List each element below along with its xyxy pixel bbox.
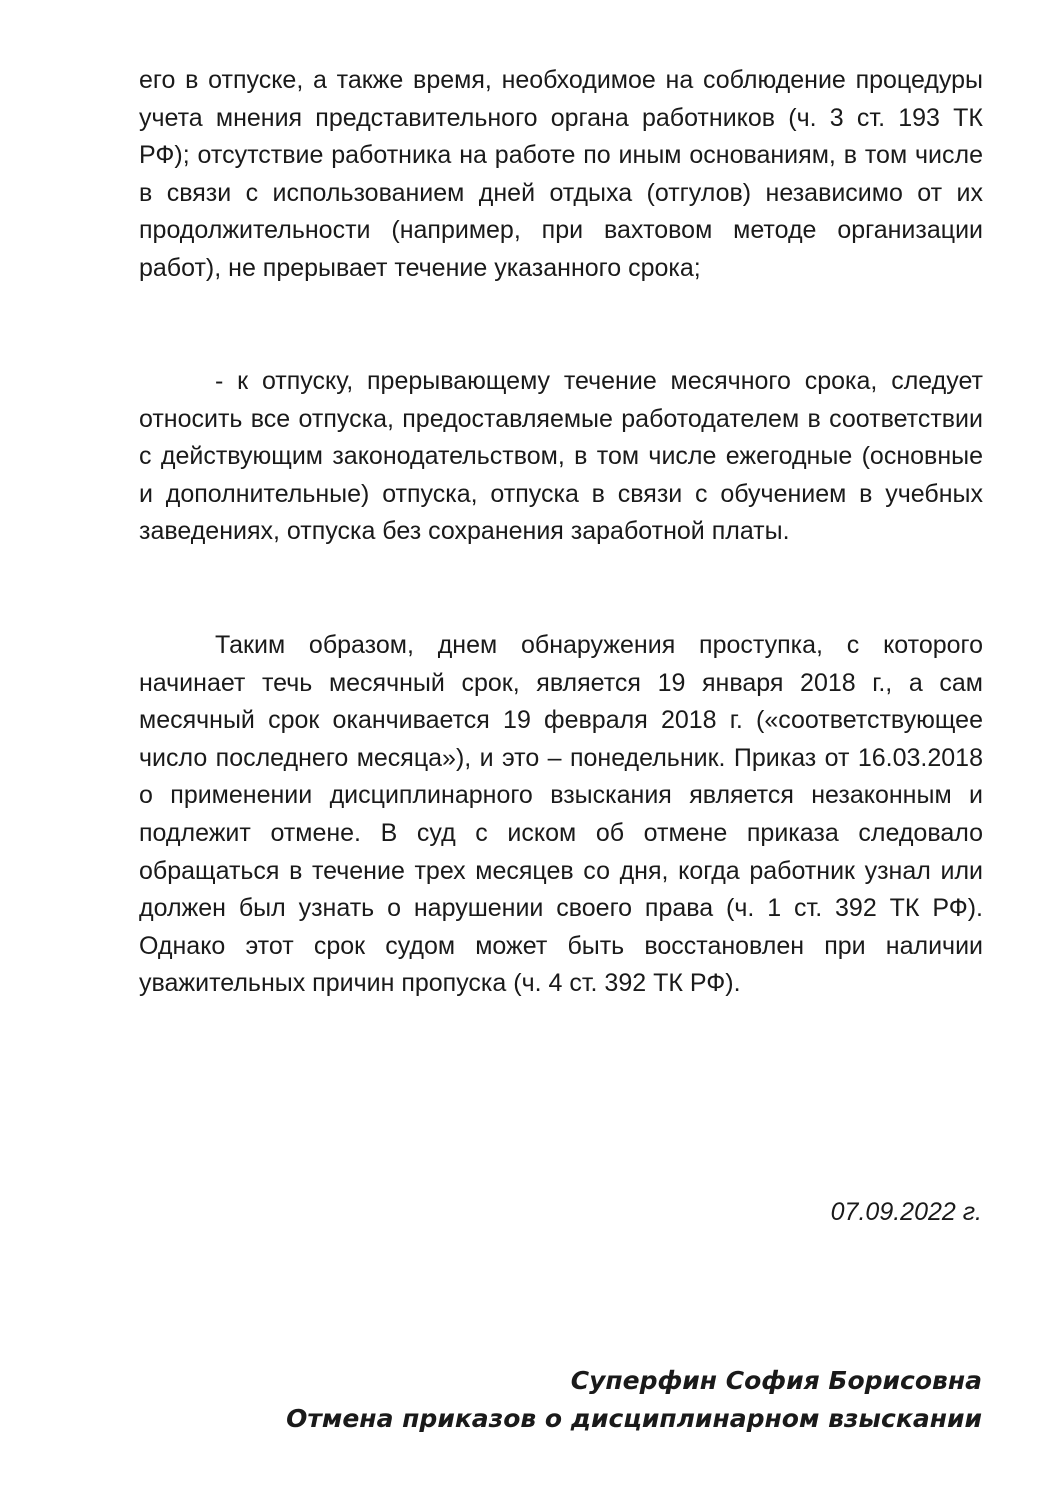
signature-block — [286, 1362, 982, 1438]
document-date: 07.09.2022 г. — [830, 1198, 982, 1226]
paragraph-leave-types: - к отпуску, прерывающему течение месячного срока, следует относить все отпуска, предоставляемые работодателем в соответствии с действующим законодательством, в том числе ежегодные (основные и дополнительные) отпуска, отпуска в связи с обучением в учебных заведениях, отпуска без сохранения заработной платы. — [139, 367, 983, 546]
document-title: Отмена приказов о дисциплинарном взыскании — [286, 1404, 982, 1433]
author-name: Суперфин София Борисовна — [570, 1366, 982, 1395]
paragraph-conclusion: Таким образом, днем обнаружения проступка, с которого начинает течь месячный срок, является 19 января 2018 г., а сам месячный срок оканчивается 19 февраля 2018 г. («соответствующее число последнего месяца»), и это – понедельник. Приказ от 16.03.2018 о применении дисциплинарного взыскания является незаконным и подлежит отмене. В суд с иском об отмене приказа следовало обращаться в течение трех месяцев со дня, когда работник узнал или должен был узнать о нарушении своего права (ч. 1 ст. 392 ТК РФ). Однако этот срок судом может быть восстановлен при наличии уважительных причин пропуска (ч. 4 ст. 392 ТК РФ). — [139, 631, 983, 998]
paragraph-leave-period: его в отпуске, а также время, необходимое на соблюдение процедуры учета мнения представительного органа работников (ч. 3 ст. 193 ТК РФ); отсутствие работника на работе по иным основаниям, в том числе в связи с использованием дней отдыха (отгулов) независимо от их продолжительности (например, при вахтовом методе организации работ), не прерывает течение указанного срока; — [139, 66, 983, 282]
